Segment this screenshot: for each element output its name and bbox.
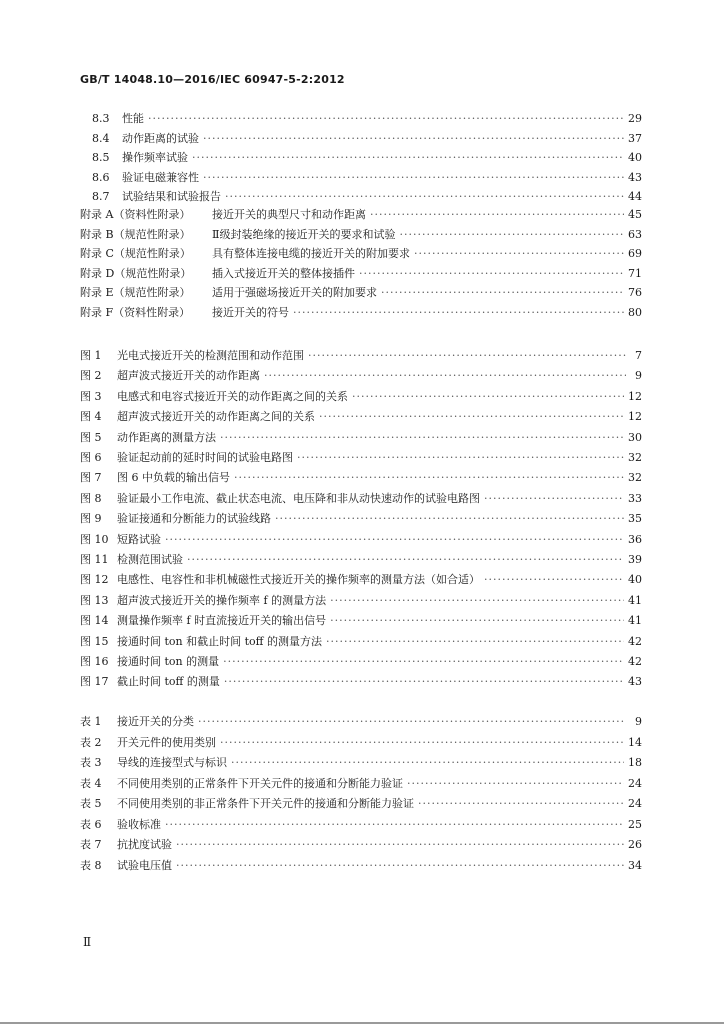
toc-figure-number: 图 12 xyxy=(80,573,109,587)
toc-table-page: 24 xyxy=(628,797,642,810)
toc-figure-page: 41 xyxy=(628,614,642,628)
leader-dots xyxy=(330,591,624,611)
toc-section-number: 8.7 xyxy=(92,190,110,203)
toc-figure-number: 图 11 xyxy=(80,553,109,566)
toc-figure-title: 动作距离的测量方法 xyxy=(117,430,216,444)
toc-table-page: 25 xyxy=(628,817,642,831)
toc-figure-number: 图 17 xyxy=(80,675,109,689)
leader-dots xyxy=(148,109,624,129)
leader-dots xyxy=(203,129,624,149)
standard-number: GB/T 14048.10—2016/IEC 60947-5-2:2012 xyxy=(80,73,345,86)
toc-section-page: 44 xyxy=(628,190,642,203)
toc-figure-page: 7 xyxy=(635,349,642,362)
leader-dots xyxy=(407,774,624,794)
toc-figure-number: 图 10 xyxy=(80,532,109,546)
toc-figure-row[interactable] xyxy=(80,346,642,366)
toc-figure-title: 短路试验 xyxy=(117,532,161,546)
toc-figure-row[interactable] xyxy=(80,530,642,550)
toc-table-title: 导线的连接型式与标识 xyxy=(117,756,227,769)
toc-figure-number: 图 1 xyxy=(80,349,102,362)
toc-figure-title: 检测范围试验 xyxy=(117,553,183,566)
toc-table-page: 24 xyxy=(628,776,642,790)
toc-table-page: 14 xyxy=(628,735,642,749)
toc-appendix-title: 插入式接近开关的整体接插件 xyxy=(212,266,355,280)
toc-section-page: 40 xyxy=(628,151,642,164)
leader-dots xyxy=(352,387,624,407)
toc-figure-page: 33 xyxy=(628,491,642,505)
toc-table-row[interactable] xyxy=(80,794,642,814)
toc-figure-row[interactable] xyxy=(80,366,642,386)
leader-dots xyxy=(165,530,624,550)
toc-figure-title: 验证接通和分断能力的试验线路 xyxy=(117,512,271,526)
toc-section-page: 29 xyxy=(628,112,642,125)
leader-dots xyxy=(224,672,624,692)
toc-appendix-number: 附录 D（规范性附录） xyxy=(80,266,192,280)
toc-figure-title: 超声波式接近开关的动作距离 xyxy=(117,369,260,383)
toc-figure-title: 截止时间 toff 的测量 xyxy=(117,675,220,689)
leader-dots xyxy=(187,550,624,570)
toc-appendix-row[interactable] xyxy=(80,264,642,284)
toc-section-number: 8.3 xyxy=(92,112,110,125)
toc-table-number: 表 1 xyxy=(80,715,102,728)
toc-appendix-title: 适用于强磁场接近开关的附加要求 xyxy=(212,286,377,299)
toc-figure-page: 40 xyxy=(628,573,642,587)
toc-figure-page: 32 xyxy=(628,471,642,485)
toc-appendix-page: 45 xyxy=(628,208,642,221)
toc-table-title: 开关元件的使用类别 xyxy=(117,735,216,749)
toc-table-row[interactable] xyxy=(80,856,642,876)
toc-appendix-row[interactable] xyxy=(80,205,642,225)
leader-dots xyxy=(359,264,624,284)
toc-figure-title: 图 6 中负载的输出信号 xyxy=(117,471,230,485)
toc-section-page: 43 xyxy=(628,170,642,184)
leader-dots xyxy=(203,168,624,188)
leader-dots xyxy=(223,652,624,672)
toc-appendix-page: 63 xyxy=(628,227,642,241)
toc-table-number: 表 8 xyxy=(80,858,102,872)
toc-figure-row[interactable] xyxy=(80,387,642,407)
toc-appendix-row[interactable] xyxy=(80,225,642,245)
toc-figure-title: 电感式和电容式接近开关的动作距离之间的关系 xyxy=(117,389,348,403)
toc-table-number: 表 3 xyxy=(80,756,102,769)
toc-figure-row[interactable] xyxy=(80,632,642,652)
toc-appendix-row[interactable] xyxy=(80,283,642,303)
leader-dots xyxy=(165,815,624,835)
leader-dots xyxy=(297,448,624,468)
toc-appendix-number: 附录 E（规范性附录） xyxy=(80,286,191,299)
toc-figure-page: 9 xyxy=(635,369,642,383)
toc-figure-number: 图 6 xyxy=(80,451,102,464)
toc-section-title: 动作距离的试验 xyxy=(122,131,199,145)
leader-dots xyxy=(399,225,624,245)
toc-section-title: 操作频率试验 xyxy=(122,151,188,164)
toc-section-title: 试验结果和试验报告 xyxy=(122,190,221,203)
leader-dots xyxy=(484,489,624,509)
toc-appendix-page: 76 xyxy=(628,286,642,299)
leader-dots xyxy=(192,148,624,168)
toc-appendix-row[interactable] xyxy=(80,244,642,264)
toc-appendix-number: 附录 A（资料性附录） xyxy=(80,208,191,221)
leader-dots xyxy=(330,611,624,631)
toc-figure-page: 30 xyxy=(628,430,642,444)
toc-figure-number: 图 15 xyxy=(80,634,109,648)
toc-appendix-page: 69 xyxy=(628,247,642,260)
toc-figure-page: 12 xyxy=(628,410,642,424)
toc-figure-number: 图 2 xyxy=(80,369,102,383)
leader-dots xyxy=(381,283,624,303)
leader-dots xyxy=(293,303,624,323)
toc-figure-page: 42 xyxy=(628,634,642,648)
toc-appendix-title: 具有整体连接电缆的接近开关的附加要求 xyxy=(212,247,410,260)
leader-dots xyxy=(319,407,624,427)
toc-appendix-title: 接近开关的符号 xyxy=(212,305,289,319)
toc-appendix-number: 附录 B（规范性附录） xyxy=(80,227,191,241)
page-number: Ⅱ xyxy=(83,935,92,949)
toc-table-row[interactable] xyxy=(80,733,642,753)
toc-section-row[interactable] xyxy=(92,109,642,129)
toc-figure-title: 验证起动前的延时时间的试验电路图 xyxy=(117,451,293,464)
toc-section-row[interactable] xyxy=(92,148,642,168)
toc-table-row[interactable] xyxy=(80,753,642,773)
toc-table-page: 18 xyxy=(628,756,642,769)
toc-figure-row[interactable] xyxy=(80,652,642,672)
toc-table-number: 表 4 xyxy=(80,776,102,790)
toc-figure-row[interactable] xyxy=(80,489,642,509)
toc-table-number: 表 5 xyxy=(80,797,102,810)
toc-figure-title: 接通时间 ton 的测量 xyxy=(117,655,220,668)
toc-figure-number: 图 5 xyxy=(80,430,102,444)
toc-section-title: 验证电磁兼容性 xyxy=(122,170,199,184)
toc-figure-row[interactable] xyxy=(80,672,642,692)
toc-figure-number: 图 13 xyxy=(80,593,109,607)
leader-dots xyxy=(308,346,626,366)
leader-dots xyxy=(414,244,624,264)
toc-section-row[interactable] xyxy=(92,168,642,188)
toc-figure-title: 电感性、电容性和非机械磁性式接近开关的操作频率的测量方法（如合适） xyxy=(117,573,480,587)
leader-dots xyxy=(225,187,624,207)
toc-section-title: 性能 xyxy=(122,112,144,125)
leader-dots xyxy=(326,632,624,652)
toc-figure-number: 图 8 xyxy=(80,491,102,505)
toc-section-number: 8.4 xyxy=(92,131,110,145)
toc-table-row[interactable] xyxy=(80,774,642,794)
leader-dots xyxy=(231,753,624,773)
leader-dots xyxy=(176,835,624,855)
toc-figure-page: 32 xyxy=(628,451,642,464)
toc-section-number: 8.6 xyxy=(92,170,110,184)
toc-figure-number: 图 9 xyxy=(80,512,102,526)
toc-appendix-number: 附录 F（资料性附录） xyxy=(80,305,191,319)
leader-dots xyxy=(418,794,624,814)
toc-figure-page: 39 xyxy=(628,553,642,566)
toc-table-title: 接近开关的分类 xyxy=(117,715,194,728)
toc-table-title: 验收标准 xyxy=(117,817,161,831)
leader-dots xyxy=(176,856,624,876)
toc-figure-page: 41 xyxy=(628,593,642,607)
leader-dots xyxy=(198,712,626,732)
toc-figure-page: 12 xyxy=(628,389,642,403)
leader-dots xyxy=(264,366,626,386)
toc-figure-row[interactable] xyxy=(80,468,642,488)
toc-figure-row[interactable] xyxy=(80,509,642,529)
toc-figure-title: 超声波式接近开关的操作频率 f 的测量方法 xyxy=(117,593,327,607)
toc-table-number: 表 7 xyxy=(80,838,102,851)
toc-figure-page: 42 xyxy=(628,655,642,668)
toc-figure-page: 43 xyxy=(628,675,642,689)
toc-table-number: 表 6 xyxy=(80,817,102,831)
toc-figure-number: 图 16 xyxy=(80,655,109,668)
toc-appendix-title: Ⅱ级封装绝缘的接近开关的要求和试验 xyxy=(212,227,396,241)
leader-dots xyxy=(220,428,624,448)
toc-section-row[interactable] xyxy=(92,187,642,207)
toc-appendix-number: 附录 C（规范性附录） xyxy=(80,247,191,260)
toc-table-title: 试验电压值 xyxy=(117,858,172,872)
toc-section-page: 37 xyxy=(628,131,642,145)
toc-figure-row[interactable] xyxy=(80,591,642,611)
toc-table-page: 26 xyxy=(628,838,642,851)
leader-dots xyxy=(484,570,624,590)
toc-figure-page: 35 xyxy=(628,512,642,526)
leader-dots xyxy=(275,509,624,529)
toc-figure-row[interactable] xyxy=(80,407,642,427)
toc-figure-title: 验证最小工作电流、截止状态电流、电压降和非从动快速动作的试验电路图 xyxy=(117,491,480,505)
toc-figure-number: 图 4 xyxy=(80,410,102,424)
toc-figure-number: 图 3 xyxy=(80,389,102,403)
toc-table-title: 不同使用类别的正常条件下开关元件的接通和分断能力验证 xyxy=(117,776,403,790)
toc-figure-row[interactable] xyxy=(80,550,642,570)
toc-appendix-row[interactable] xyxy=(80,303,642,323)
toc-table-row[interactable] xyxy=(80,712,642,732)
toc-appendix-page: 80 xyxy=(628,305,642,319)
toc-figure-title: 接通时间 ton 和截止时间 toff 的测量方法 xyxy=(117,634,322,648)
toc-figure-row[interactable] xyxy=(80,611,642,631)
toc-section-number: 8.5 xyxy=(92,151,110,164)
toc-figure-title: 超声波式接近开关的动作距离之间的关系 xyxy=(117,410,315,424)
toc-section-row[interactable] xyxy=(92,129,642,149)
toc-table-number: 表 2 xyxy=(80,735,102,749)
toc-figure-row[interactable] xyxy=(80,570,642,590)
toc-figure-number: 图 14 xyxy=(80,614,109,628)
toc-figure-page: 36 xyxy=(628,532,642,546)
leader-dots xyxy=(370,205,624,225)
toc-table-row[interactable] xyxy=(80,815,642,835)
toc-appendix-title: 接近开关的典型尺寸和动作距离 xyxy=(212,208,366,221)
toc-table-page: 34 xyxy=(628,858,642,872)
toc-table-page: 9 xyxy=(635,715,642,728)
toc-appendix-page: 71 xyxy=(628,266,642,280)
leader-dots xyxy=(220,733,624,753)
toc-figure-title: 光电式接近开关的检测范围和动作范围 xyxy=(117,349,304,362)
toc-figure-title: 测量操作频率 f 时直流接近开关的输出信号 xyxy=(117,614,327,628)
toc-table-title: 抗扰度试验 xyxy=(117,838,172,851)
toc-figure-row[interactable] xyxy=(80,448,642,468)
toc-table-title: 不同使用类别的非正常条件下开关元件的接通和分断能力验证 xyxy=(117,797,414,810)
toc-figure-row[interactable] xyxy=(80,428,642,448)
toc-figure-number: 图 7 xyxy=(80,471,102,485)
leader-dots xyxy=(234,468,624,488)
toc-table-row[interactable] xyxy=(80,835,642,855)
